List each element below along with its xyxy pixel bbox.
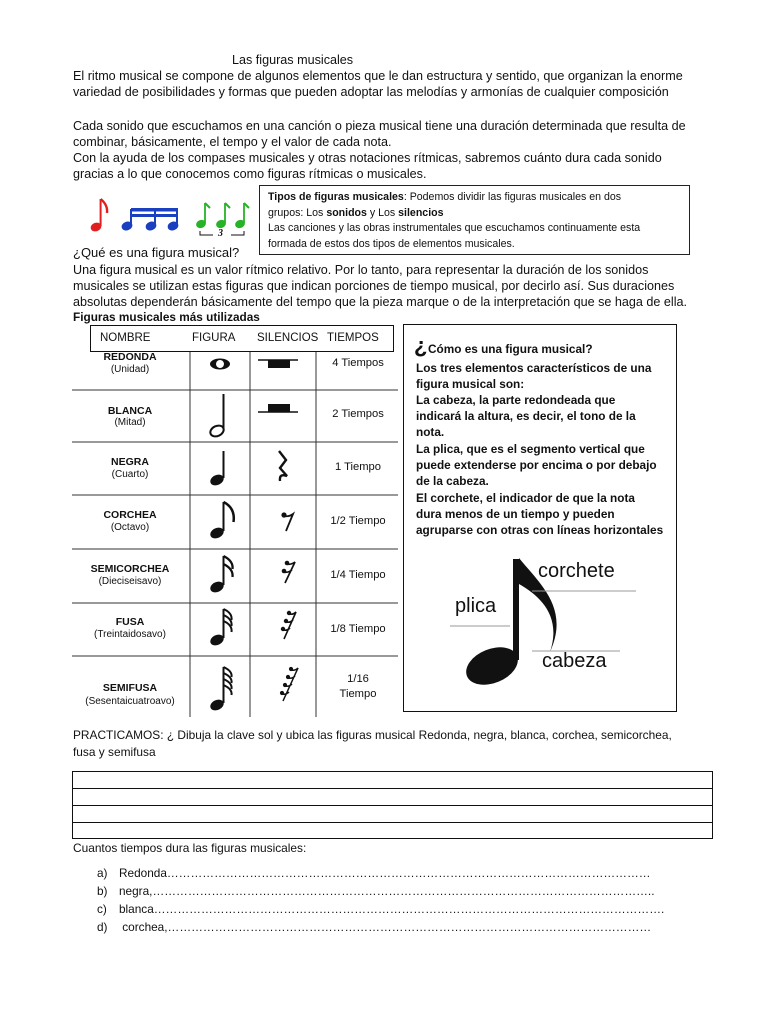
side-line-4: indicará la altura, es decir, el tono de la xyxy=(416,409,636,423)
tipos-line-3: Las canciones y las obras instrumentales que escuchamos continuamente esta xyxy=(268,222,641,234)
list-text: blanca…………………………………………………………………………………………………………………. xyxy=(119,902,665,916)
row-blanca-name: BLANCA xyxy=(107,405,153,417)
row-semicorchea-sub: (Dieciseisavo) xyxy=(98,576,162,587)
corchete-label: corchete xyxy=(538,560,615,582)
question-line-1: Una figura musical es un valor rítmico relativo. Por lo tanto, para representar la duración de los sonidos xyxy=(73,263,649,277)
tipos-sonidos: sonidos xyxy=(326,206,367,219)
row-redonda-sub: (Unidad) xyxy=(110,364,150,375)
list-label: c) xyxy=(97,902,107,916)
row-fusa-sub: (Treintaidosavo) xyxy=(94,629,166,640)
tipos-line-4: formada de estos dos tipos de elementos musicales. xyxy=(268,237,515,250)
tipos-silencios: silencios xyxy=(398,206,444,219)
row-blanca-time: 2 Tiempos xyxy=(332,408,384,420)
answer-line xyxy=(73,788,712,789)
header-figura: FIGURA xyxy=(192,332,236,344)
row-semifusa-sub: (Sesentaicuatroavo) xyxy=(85,696,175,707)
plica-label: plica xyxy=(455,595,497,617)
row-corchea-name: CORCHEA xyxy=(103,509,157,521)
row-corchea-sub: (Octavo) xyxy=(110,522,150,533)
side-question-mark: ¿ xyxy=(414,333,428,358)
side-line-3: La cabeza, la parte redondeada que xyxy=(416,393,616,407)
redonda-note-icon xyxy=(210,359,230,370)
semicorchea-note-icon xyxy=(209,556,233,594)
semifusa-note-icon xyxy=(209,667,232,712)
para2-line-3: Con la ayuda de los compases musicales y otras notaciones rítmicas, sabremos cuánto dura cada sonido xyxy=(73,151,662,165)
red-eighth-note-icon xyxy=(89,199,107,233)
intro-line-1: El ritmo musical se compone de algunos elementos que le dan estructura y sentido, que organizan la enorme xyxy=(73,69,683,83)
row-redonda-name: REDONDA xyxy=(103,351,157,363)
row-semicorchea-name: SEMICORCHEA xyxy=(90,563,170,575)
para2-line-1: Cada sonido que escuchamos en una canción o pieza musical tiene una duración determinada que resulta de xyxy=(73,119,686,133)
semicorchea-rest-icon xyxy=(282,561,295,583)
row-semifusa-time-a: 1/16 xyxy=(347,673,369,685)
question-heading: ¿Qué es una figura musical? xyxy=(73,245,240,260)
tipos-label: Tipos de figuras musicales xyxy=(268,191,404,203)
table-heading: Figuras musicales más utilizadas xyxy=(73,310,260,324)
fusa-note-icon xyxy=(209,609,232,647)
list-item-b[interactable] xyxy=(97,884,654,898)
list-text: negra,……………………………………………………………………………………………………………….. xyxy=(119,884,655,898)
fusa-rest-icon xyxy=(281,611,296,639)
cabeza-label: cabeza xyxy=(542,650,607,672)
side-line-7: puede extenderse por encima o por debajo xyxy=(416,458,657,472)
header-silencios: SILENCIOS xyxy=(257,332,319,344)
side-line-2: figura musical son: xyxy=(416,377,525,391)
cuantos-heading: Cuantos tiempos dura las figuras musicales: xyxy=(73,841,307,855)
drawing-answer-box[interactable] xyxy=(72,771,713,839)
para2-line-2: combinar, básicamente, el tempo y el valor de cada nota. xyxy=(73,135,392,149)
semifusa-rest-icon xyxy=(280,667,298,701)
side-line-10: dura menos de un tiempo y pueden xyxy=(416,507,615,521)
side-line-8: de la cabeza. xyxy=(416,474,489,488)
row-negra-sub: (Cuarto) xyxy=(111,469,149,480)
side-line-6: La plica, que es el segmento vertical que xyxy=(416,442,645,456)
list-label: a) xyxy=(97,866,108,880)
side-line-5: nota. xyxy=(416,425,445,439)
header-nombre: NOMBRE xyxy=(100,332,151,344)
list-item-d[interactable] xyxy=(97,920,651,934)
side-heading: Cómo es una figura musical? xyxy=(428,342,593,356)
answer-line xyxy=(73,805,712,806)
tipos-text-2b: y Los xyxy=(366,206,399,219)
question-line-2: musicales se utilizan estas figuras que indican porciones de tiempo musical, por decirlo así. Sus duraciones xyxy=(73,279,675,293)
row-semicorchea-time: 1/4 Tiempo xyxy=(330,569,386,581)
corchea-rest-icon xyxy=(281,512,293,531)
row-semifusa-time-b: Tiempo xyxy=(339,688,377,700)
list-item-a[interactable] xyxy=(97,866,651,880)
answer-line xyxy=(73,822,712,823)
row-semifusa-name: SEMIFUSA xyxy=(102,682,158,694)
side-line-1: Los tres elementos característicos de una xyxy=(416,361,652,375)
negra-note-icon xyxy=(209,451,226,487)
side-line-9: El corchete, el indicador de que la nota xyxy=(416,491,635,505)
practice-line-1: PRACTICAMOS: ¿ Dibuja la clave sol y ubica las figuras musical Redonda, negra, blanca, corchea, semicorchea, xyxy=(73,728,672,742)
row-blanca-sub: (Mitad) xyxy=(114,417,146,428)
row-negra-name: NEGRA xyxy=(111,456,149,468)
colored-notes-illustration xyxy=(88,193,258,241)
corchea-note-icon xyxy=(209,502,234,540)
row-fusa-time: 1/8 Tiempo xyxy=(330,623,386,635)
blue-beamed-notes-icon xyxy=(121,208,179,231)
intro-line-2: variedad de posibilidades y formas que pueden adoptar las melodías y armonías de cualquier composición xyxy=(73,85,669,99)
blanca-rest-icon xyxy=(258,404,298,412)
para2-line-4: gracias a lo que conocemos como figuras rítmicas o musicales. xyxy=(73,167,427,181)
row-corchea-time: 1/2 Tiempo xyxy=(330,515,386,527)
redonda-rest-icon xyxy=(258,360,298,368)
negra-rest-icon xyxy=(279,451,287,481)
tipos-text-1: : Podemos dividir las figuras musicales en dos xyxy=(403,191,622,203)
side-line-11: agruparse con otras con líneas horizontales xyxy=(416,523,664,537)
tipos-box xyxy=(259,185,690,255)
page-title: Las figuras musicales xyxy=(232,53,354,67)
list-label: d) xyxy=(97,920,108,934)
practice-line-2: fusa y semifusa xyxy=(73,745,156,759)
row-negra-time: 1 Tiempo xyxy=(334,461,382,473)
row-redonda-time: 4 Tiempos xyxy=(332,357,384,369)
list-text: Redonda…………………………………………………………………………………………………………… xyxy=(119,866,651,880)
list-text: corchea,…………………………………………………………………………………………………………… xyxy=(119,920,652,934)
tipos-text-2a: grupos: Los xyxy=(268,206,327,219)
triplet-number: 3 xyxy=(218,228,223,239)
blanca-note-icon xyxy=(209,394,226,438)
question-line-3: absolutas dependerán básicamente del tempo que la pieza marque o de la interpretación que se haga de ella. xyxy=(73,295,688,309)
header-tiempos: TIEMPOS xyxy=(327,332,379,344)
green-triplet-notes-icon xyxy=(196,203,249,229)
row-fusa-name: FUSA xyxy=(115,616,145,628)
list-item-c[interactable] xyxy=(97,902,664,916)
list-label: b) xyxy=(97,884,108,898)
